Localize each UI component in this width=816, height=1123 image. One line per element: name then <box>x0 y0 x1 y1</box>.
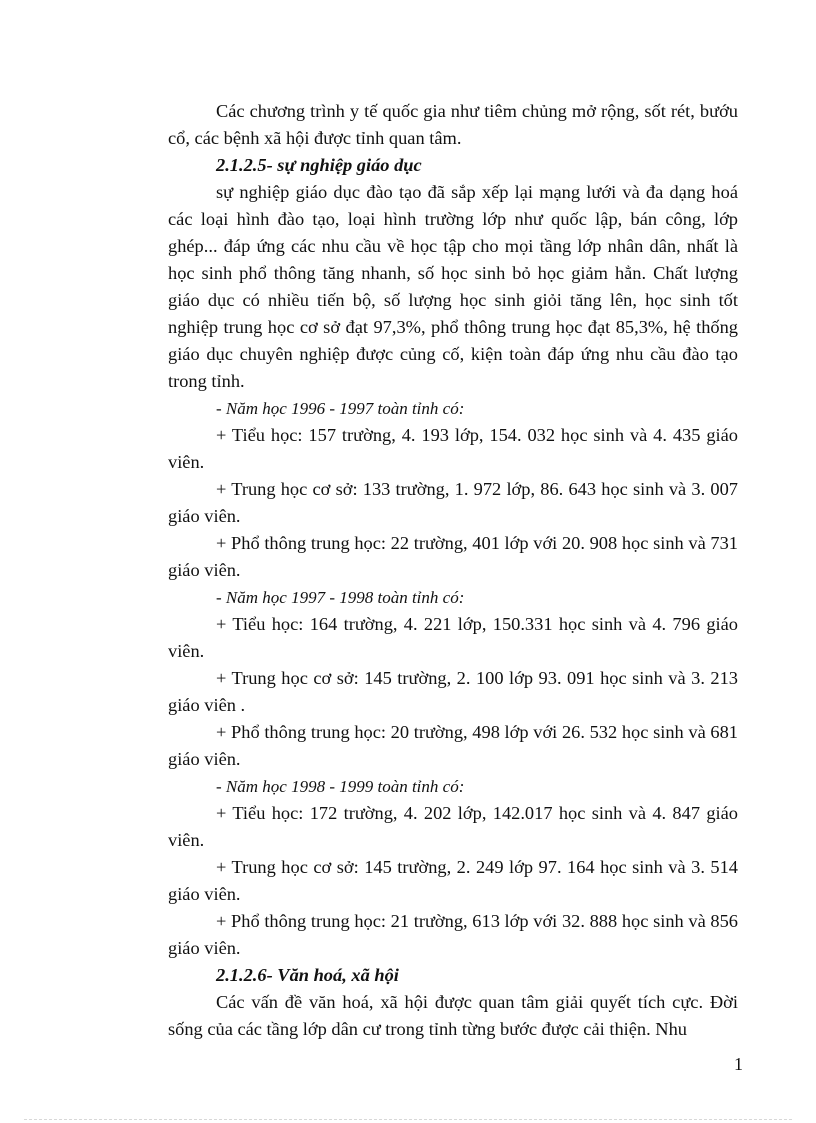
body-text <box>168 98 738 1043</box>
list-item: + Trung học cơ sở: 133 trường, 1. 972 lớp, 86. 643 học sinh và 3. 007 giáo viên. <box>168 479 738 526</box>
list-item: + Phổ thông trung học: 20 trường, 498 lớp với 26. 532 học sinh và 681 giáo viên. <box>168 722 738 769</box>
list-item: + Phổ thông trung học: 22 trường, 401 lớp với 20. 908 học sinh và 731 giáo viên. <box>168 533 738 580</box>
section-heading-education: 2.1.2.5- sự nghiệp giáo dục <box>216 155 422 175</box>
paragraph-culture-society: Các vấn đề văn hoá, xã hội được quan tâm giải quyết tích cực. Đời sống của các tầng lớp dân cư trong tỉnh từng bước được cải thiện. Nhu <box>168 992 738 1039</box>
list-item: + Tiểu học: 157 trường, 4. 193 lớp, 154. 032 học sinh và 4. 435 giáo viên. <box>168 425 738 472</box>
section-heading-culture-society: 2.1.2.6- Văn hoá, xã hội <box>216 965 399 985</box>
list-item: + Tiểu học: 172 trường, 4. 202 lớp, 142.017 học sinh và 4. 847 giáo viên. <box>168 803 738 850</box>
school-year-1997-1998: - Năm học 1997 - 1998 toàn tỉnh có: <box>216 588 465 607</box>
paragraph-health-programs: Các chương trình y tế quốc gia như tiêm chủng mở rộng, sốt rét, bướu cổ, các bệnh xã hội được tỉnh quan tâm. <box>168 101 738 148</box>
paragraph-education: sự nghiệp giáo dục đào tạo đã sắp xếp lại mạng lưới và đa dạng hoá các loại hình đào tạo, loại hình trường lớp như quốc lập, bán công, lớp ghép... đáp ứng các nhu cầu về học tập cho mọi tầng lớp nhân dân, nhất là học sinh phổ thông tăng nhanh, số học sinh bỏ học giảm hẳn. Chất lượng giáo dục có nhiều tiến bộ, số lượng học sinh giỏi tăng lên, học sinh tốt nghiệp trung học cơ sở đạt 97,3%, phổ thông trung học đạt 85,3%, hệ thống giáo dục chuyên nghiệp được củng cố, kiện toàn đáp ứng nhu cầu đào tạo trong tỉnh. <box>168 182 738 391</box>
list-item: + Phổ thông trung học: 21 trường, 613 lớp với 32. 888 học sinh và 856 giáo viên. <box>168 911 738 958</box>
school-year-1998-1999: - Năm học 1998 - 1999 toàn tỉnh có: <box>216 777 465 796</box>
footer-divider <box>24 1119 792 1120</box>
list-item: + Trung học cơ sở: 145 trường, 2. 249 lớp 97. 164 học sinh và 3. 514 giáo viên. <box>168 857 738 904</box>
list-item: + Trung học cơ sở: 145 trường, 2. 100 lớp 93. 091 học sinh và 3. 213 giáo viên . <box>168 668 738 715</box>
school-year-1996-1997: - Năm học 1996 - 1997 toàn tỉnh có: <box>216 399 465 418</box>
list-item: + Tiểu học: 164 trường, 4. 221 lớp, 150.331 học sinh và 4. 796 giáo viên. <box>168 614 738 661</box>
page-number: 1 <box>734 1054 743 1074</box>
